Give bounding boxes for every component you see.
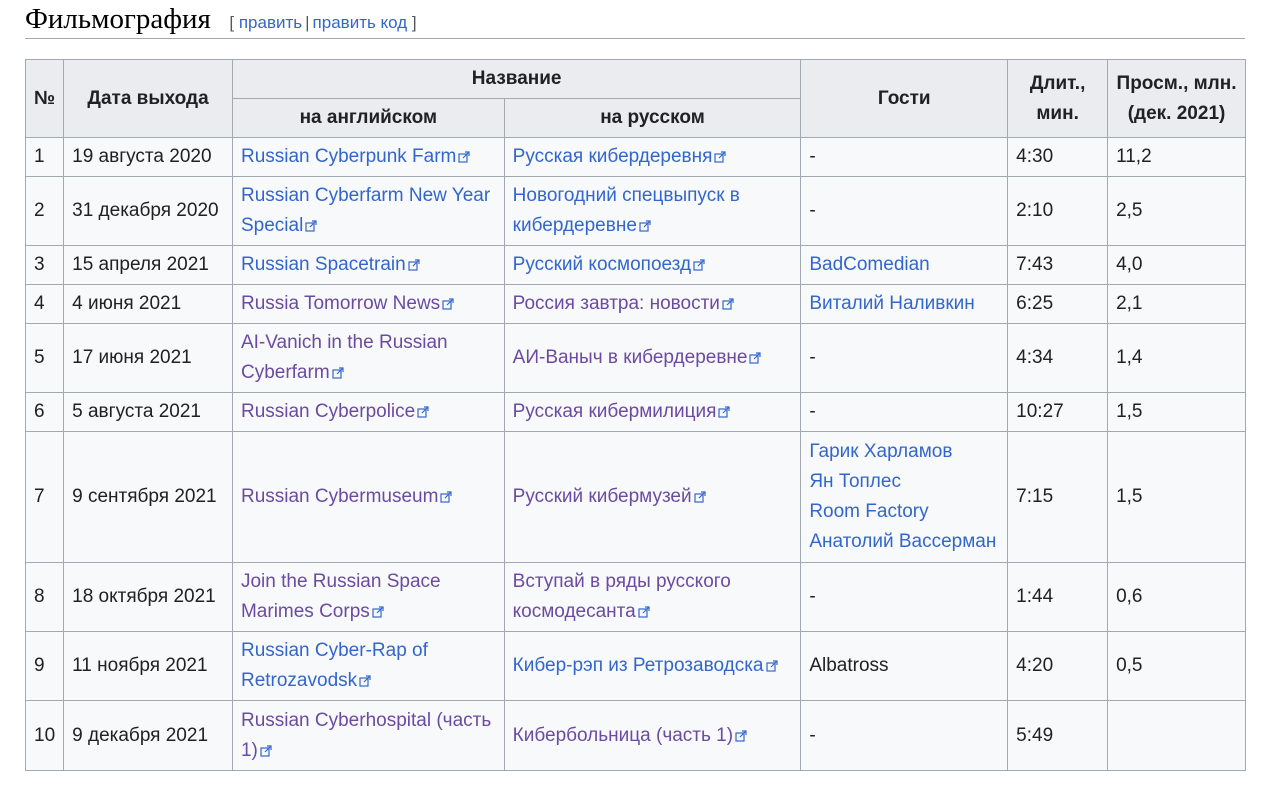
cell-guests: - — [801, 701, 1008, 771]
header-guests: Гости — [801, 60, 1008, 138]
table-row — [26, 393, 1246, 432]
title-en-text: Russian Cyberpunk Farm — [240, 146, 457, 167]
table-row — [26, 632, 1246, 701]
title-en-text: Russian Cybermuseum — [240, 486, 439, 507]
external-link-icon — [260, 745, 272, 757]
cell-release-date: 31 декабря 2020 — [64, 177, 233, 246]
header-duration: Длит., мин. — [1008, 60, 1108, 138]
cell-views: 11,2 — [1108, 138, 1246, 177]
title-en-link[interactable] — [241, 486, 452, 507]
cell-title-en — [232, 432, 504, 563]
guest-link[interactable]: Анатолий Вассерман — [809, 531, 997, 552]
title-en-link[interactable] — [241, 185, 490, 236]
external-link-icon — [749, 352, 761, 364]
cell-views — [1108, 701, 1246, 771]
edit-section-links — [229, 13, 416, 32]
title-en-text: Russia Tomorrow News — [240, 293, 441, 314]
cell-duration: 1:44 — [1008, 563, 1108, 632]
filmography-table — [25, 59, 1246, 771]
cell-number: 2 — [26, 177, 64, 246]
table-row — [26, 701, 1246, 771]
cell-guests: - — [801, 324, 1008, 393]
cell-title-ru — [504, 432, 801, 563]
cell-duration: 7:43 — [1008, 246, 1108, 285]
external-link-icon — [359, 675, 371, 687]
cell-duration: 2:10 — [1008, 177, 1108, 246]
cell-title-en — [232, 393, 504, 432]
cell-duration: 10:27 — [1008, 393, 1108, 432]
title-en-link[interactable] — [241, 146, 470, 167]
title-ru-text: Русская кибермилиция — [512, 401, 717, 422]
header-release-date: Дата выхода — [64, 60, 233, 138]
title-en-link[interactable] — [241, 401, 429, 422]
cell-number: 4 — [26, 285, 64, 324]
cell-title-en — [232, 563, 504, 632]
title-en-link[interactable] — [241, 710, 491, 761]
header-views: Просм., млн. (дек. 2021) — [1108, 60, 1246, 138]
title-en-text: Russian Cyberhospital (часть 1) — [240, 709, 492, 761]
title-ru-link[interactable] — [513, 347, 762, 368]
cell-number: 8 — [26, 563, 64, 632]
cell-title-ru — [504, 324, 801, 393]
cell-views: 0,6 — [1108, 563, 1246, 632]
cell-release-date: 11 ноября 2021 — [64, 632, 233, 701]
cell-release-date: 15 апреля 2021 — [64, 246, 233, 285]
title-ru-text: Русская кибердеревня — [512, 146, 713, 167]
title-ru-text: Россия завтра: новости — [512, 293, 720, 314]
title-ru-link[interactable] — [513, 725, 747, 746]
cell-views: 1,4 — [1108, 324, 1246, 393]
cell-guests: - — [801, 393, 1008, 432]
title-ru-link[interactable] — [513, 254, 705, 275]
cell-number: 10 — [26, 701, 64, 771]
edit-link[interactable]: править — [238, 13, 303, 32]
cell-release-date: 17 июня 2021 — [64, 324, 233, 393]
title-ru-link[interactable] — [513, 655, 778, 676]
guest-link[interactable]: Гарик Харламов — [809, 441, 953, 462]
header-title-ru: на русском — [504, 99, 801, 138]
cell-title-en — [232, 632, 504, 701]
cell-duration: 4:20 — [1008, 632, 1108, 701]
title-en-link[interactable] — [241, 571, 441, 622]
cell-number: 6 — [26, 393, 64, 432]
table-row — [26, 285, 1246, 324]
cell-title-en — [232, 285, 504, 324]
cell-release-date: 4 июня 2021 — [64, 285, 233, 324]
cell-title-en — [232, 177, 504, 246]
cell-views: 2,1 — [1108, 285, 1246, 324]
title-en-text: Russian Spacetrain — [240, 254, 406, 275]
cell-guests — [801, 285, 1008, 324]
cell-guests: Albatross — [801, 632, 1008, 701]
cell-title-ru — [504, 632, 801, 701]
cell-title-en — [232, 246, 504, 285]
table-row — [26, 432, 1246, 563]
external-link-icon — [458, 151, 470, 163]
cell-duration: 5:49 — [1008, 701, 1108, 771]
edit-close-bracket: ] — [411, 13, 417, 32]
header-number: № — [26, 60, 64, 138]
table-row — [26, 324, 1246, 393]
title-en-text: Join the Russian Space Marimes Corps — [240, 571, 441, 622]
cell-number: 5 — [26, 324, 64, 393]
table-body — [26, 138, 1246, 771]
external-link-icon — [718, 406, 730, 418]
external-link-icon — [332, 367, 344, 379]
title-ru-text: Новогодний спецвыпуск в кибердеревне — [512, 185, 740, 236]
title-ru-text: Русский космопоезд — [512, 254, 692, 275]
edit-open-bracket: [ — [229, 13, 235, 32]
cell-views: 0,5 — [1108, 632, 1246, 701]
cell-views: 4,0 — [1108, 246, 1246, 285]
cell-guests: - — [801, 177, 1008, 246]
cell-release-date: 9 сентября 2021 — [64, 432, 233, 563]
cell-number: 3 — [26, 246, 64, 285]
cell-guests: - — [801, 138, 1008, 177]
external-link-icon — [440, 491, 452, 503]
title-ru-link[interactable] — [513, 293, 734, 314]
cell-release-date: 5 августа 2021 — [64, 393, 233, 432]
header-title: Название — [232, 60, 800, 99]
cell-title-ru — [504, 285, 801, 324]
external-link-icon — [693, 259, 705, 271]
guest-link[interactable]: Ян Топлес — [809, 471, 901, 492]
cell-duration: 4:34 — [1008, 324, 1108, 393]
external-link-icon — [735, 730, 747, 742]
cell-number: 7 — [26, 432, 64, 563]
cell-guests: - — [801, 563, 1008, 632]
table-row — [26, 177, 1246, 246]
external-link-icon — [417, 406, 429, 418]
cell-views: 1,5 — [1108, 393, 1246, 432]
external-link-icon — [442, 298, 454, 310]
cell-number: 9 — [26, 632, 64, 701]
title-ru-link[interactable] — [513, 185, 740, 236]
cell-release-date: 9 декабря 2021 — [64, 701, 233, 771]
title-en-text: Russian Cyber-Rap of Retrozavodsk — [240, 640, 428, 691]
cell-number: 1 — [26, 138, 64, 177]
cell-duration: 7:15 — [1008, 432, 1108, 563]
cell-duration: 6:25 — [1008, 285, 1108, 324]
title-ru-link[interactable] — [513, 146, 727, 167]
cell-title-ru — [504, 138, 801, 177]
cell-release-date: 19 августа 2020 — [64, 138, 233, 177]
external-link-icon — [722, 298, 734, 310]
title-ru-text: Русский кибермузей — [512, 486, 692, 507]
header-title-en: на английском — [232, 99, 504, 138]
external-link-icon — [714, 151, 726, 163]
section-heading — [25, 2, 1245, 39]
cell-release-date: 18 октября 2021 — [64, 563, 233, 632]
title-en-text: Russian Cyberfarm New Year Special — [240, 185, 491, 236]
title-ru-text: Кибер-рэп из Ретрозаводска — [512, 655, 764, 676]
section-title: Фильмография — [25, 3, 211, 35]
external-link-icon — [766, 660, 778, 672]
guest-link[interactable]: Виталий Наливкин — [809, 293, 975, 314]
cell-title-ru — [504, 246, 801, 285]
cell-title-en — [232, 701, 504, 771]
external-link-icon — [638, 606, 650, 618]
cell-guests — [801, 246, 1008, 285]
cell-title-ru — [504, 393, 801, 432]
cell-duration: 4:30 — [1008, 138, 1108, 177]
title-ru-link[interactable] — [513, 401, 731, 422]
title-ru-link[interactable] — [513, 486, 706, 507]
cell-title-en — [232, 324, 504, 393]
title-ru-link[interactable] — [513, 571, 731, 622]
title-en-text: AI-Vanich in the Russian Cyberfarm — [240, 332, 448, 383]
title-ru-text: Кибербольница (часть 1) — [512, 724, 734, 746]
edit-separator: | — [305, 13, 310, 32]
table-row — [26, 138, 1246, 177]
cell-title-ru — [504, 177, 801, 246]
external-link-icon — [408, 259, 420, 271]
guest-link[interactable]: Room Factory — [809, 501, 929, 522]
cell-views: 1,5 — [1108, 432, 1246, 563]
table-row — [26, 246, 1246, 285]
title-ru-text: АИ-Ваныч в кибердеревне — [512, 347, 748, 368]
title-en-text: Russian Cyberpolice — [240, 401, 416, 422]
title-en-link[interactable] — [241, 332, 448, 383]
external-link-icon — [639, 220, 651, 232]
external-link-icon — [305, 220, 317, 232]
guest-link[interactable]: BadComedian — [809, 254, 930, 275]
external-link-icon — [372, 606, 384, 618]
title-ru-text: Вступай в ряды русского космодесанта — [512, 571, 731, 622]
cell-title-ru — [504, 563, 801, 632]
edit-code-link[interactable]: править код — [312, 13, 408, 32]
cell-guests — [801, 432, 1008, 563]
cell-views: 2,5 — [1108, 177, 1246, 246]
table-row — [26, 563, 1246, 632]
external-link-icon — [694, 491, 706, 503]
title-en-link[interactable] — [241, 293, 454, 314]
cell-title-ru — [504, 701, 801, 771]
title-en-link[interactable] — [241, 254, 420, 275]
title-en-link[interactable] — [241, 640, 428, 691]
cell-title-en — [232, 138, 504, 177]
